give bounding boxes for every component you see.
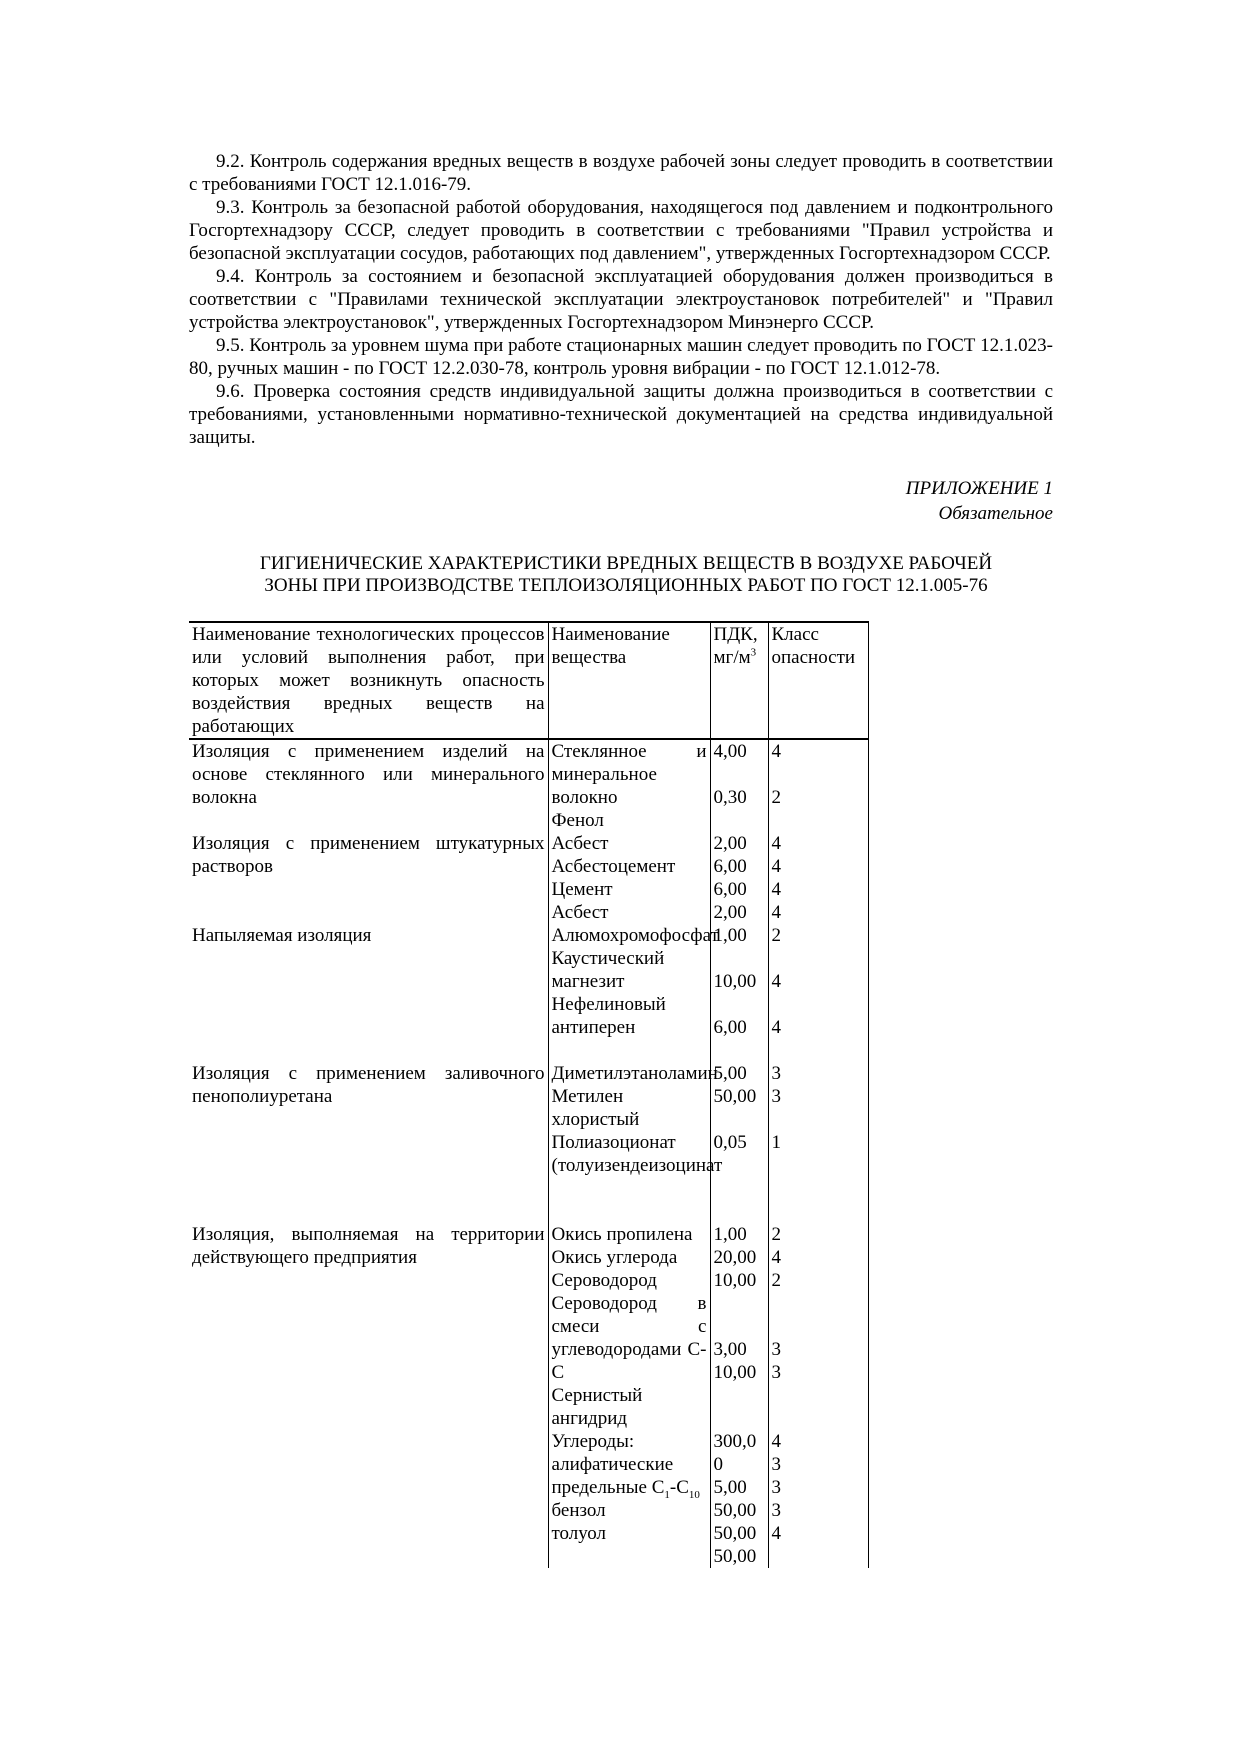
hazard-value: 4 — [771, 971, 781, 992]
pdk-value — [714, 1407, 765, 1430]
hazard-value: 2 — [771, 1224, 781, 1245]
pdk-value: 50,00 — [713, 1546, 757, 1567]
hazard-value: 4 — [771, 879, 781, 900]
hazard-value: 4 — [771, 902, 781, 923]
substance-name: Асбестоцемент — [551, 856, 676, 877]
pdk-value: 50,00 — [713, 1523, 757, 1544]
substance-name: Окись углерода — [551, 1247, 678, 1268]
header-pdk-superscript: 3 — [750, 646, 757, 659]
hazard-cell — [768, 1223, 868, 1568]
hazard-value: 4 — [771, 741, 781, 762]
title-line-1: ГИГИЕНИЧЕСКИЕ ХАРАКТЕРИСТИКИ ВРЕДНЫХ ВЕЩЕСТВ В ВОЗДУХЕ РАБОЧЕЙ — [259, 553, 993, 574]
pdk-value — [714, 1384, 765, 1407]
substance-name: Стеклянное и минеральное волокно — [551, 741, 707, 808]
hazard-value: 4 — [771, 1523, 781, 1544]
hazard-cell — [768, 1062, 868, 1223]
pdk-value: 300,0 — [713, 1431, 757, 1452]
pdk-value: 4,00 — [713, 741, 747, 762]
pdk-cell — [710, 1062, 768, 1223]
hazard-cell — [768, 739, 868, 832]
paragraph-9-6: 9.6. Проверка состояния средств индивидуальной защиты должна производиться в соответствии с требованиями, установленными нормативно-технической документацией на средства индивидуальной защиты. — [189, 381, 1053, 448]
pdk-value — [714, 993, 765, 1016]
paragraph-9-3: 9.3. Контроль за безопасной работой оборудования, находящегося под давлением и подконтрольного Госгортехнадзору СССР, следует проводить в соответствии с требованиями "Правил устройства и безопасной эксплуатации сосудов, работающих под давлением", утвержденных Госгортехнадзором СССР. — [189, 197, 1053, 264]
hazard-value: 3 — [771, 1454, 781, 1475]
substance-name: Каустический магнезит — [551, 948, 665, 992]
hazard-cell — [768, 832, 868, 924]
hazard-value — [772, 1154, 865, 1177]
hazard-value — [772, 947, 865, 970]
hazard-value: 4 — [771, 1017, 781, 1038]
hazard-value — [772, 1108, 865, 1131]
hazard-value — [772, 1407, 865, 1430]
hazard-value: 2 — [771, 925, 781, 946]
hazard-value — [772, 1384, 865, 1407]
appendix-heading — [189, 476, 1053, 526]
hazard-value: 4 — [771, 1431, 781, 1452]
pdk-value: 5,00 — [713, 1063, 747, 1084]
hazard-value: 4 — [771, 856, 781, 877]
pdk-value: 1,00 — [713, 925, 747, 946]
substance-name: предельные $С_1-С_{10}$ — [551, 1477, 700, 1501]
hazard-value — [772, 1200, 865, 1223]
substance-cell — [548, 739, 710, 832]
pdk-value: 20,00 — [713, 1247, 757, 1268]
pdk-value: 6,00 — [713, 856, 747, 877]
appendix-label: ПРИЛОЖЕНИЕ 1 — [905, 478, 1053, 499]
hazard-value — [772, 809, 865, 832]
substance-name: бензол — [551, 1500, 606, 1521]
pdk-value — [714, 1292, 765, 1315]
paragraph-9-4: 9.4. Контроль за состоянием и безопасной эксплуатацией оборудования должен производиться в соответствии с "Правилами технической эксплуатации электроустановок потребителей" и "Правил устройства электроустановок", утвержденных Госгортехнадзором Минэнерго СССР. — [189, 266, 1053, 333]
substance-name: Фенол — [551, 810, 604, 831]
pdk-value: 3,00 — [713, 1339, 747, 1360]
pdk-value: 0,05 — [713, 1132, 747, 1153]
pdk-value: 6,00 — [713, 1017, 747, 1038]
pdk-value: 0,30 — [713, 787, 747, 808]
document-title — [189, 553, 1053, 597]
pdk-value — [714, 1039, 765, 1062]
pdk-value: 5,00 — [713, 1477, 747, 1498]
document-page — [189, 150, 1053, 1568]
substance-name: Окись пропилена — [551, 1224, 693, 1245]
substance-cell — [548, 924, 719, 1062]
process-cell: Изоляция с применением штукатурных растворов — [192, 833, 545, 877]
pdk-value: 6,00 — [713, 879, 747, 900]
hazard-value — [772, 1039, 865, 1062]
header-substance: Наименование вещества — [548, 622, 710, 739]
pdk-value: 0 — [713, 1454, 723, 1475]
hazard-value: 3 — [771, 1063, 781, 1084]
substance-name: толуол — [551, 1523, 607, 1544]
substance-name: Сероводород — [551, 1270, 657, 1291]
paragraph-9-2: 9.2. Контроль содержания вредных веществ в воздухе рабочей зоны следует проводить в соответствии с требованиями ГОСТ 12.1.016-79. — [189, 151, 1053, 195]
substance-name: алифатические — [551, 1454, 674, 1475]
substance-name: Углероды: — [551, 1431, 635, 1452]
hazard-value: 4 — [771, 833, 781, 854]
process-cell: Напыляемая изоляция — [192, 925, 372, 946]
appendix-status: Обязательное — [938, 503, 1053, 524]
substance-cell — [548, 1062, 723, 1223]
substance-name: Диметилэтаноламин — [551, 1063, 718, 1084]
table-header-row — [189, 622, 868, 739]
hazard-value — [772, 1292, 865, 1315]
hazard-value: 3 — [771, 1500, 781, 1521]
pdk-value: 2,00 — [713, 902, 747, 923]
substance-name: Цемент — [551, 879, 613, 900]
pdk-cell — [710, 1223, 768, 1568]
hazard-value — [772, 1545, 865, 1568]
substance-name: Метилен хлористый — [551, 1086, 640, 1130]
header-process: Наименование технологических процессов или условий выполнения работ, при которых может возникнуть опасность воздействия вредных веществ на работающих — [189, 622, 548, 739]
substance-name: Асбест — [551, 833, 609, 854]
hazard-value: 3 — [771, 1477, 781, 1498]
pdk-value — [714, 1315, 765, 1338]
pdk-value — [714, 1108, 765, 1131]
process-cell: Изоляция с применением заливочного пенополиуретана — [192, 1063, 545, 1107]
pdk-value: 10,00 — [713, 971, 757, 992]
pdk-value — [714, 763, 765, 786]
hygiene-table — [189, 621, 869, 1568]
substance-name: Асбест — [551, 902, 609, 923]
hazard-value: 3 — [771, 1362, 781, 1383]
hazard-value — [772, 763, 865, 786]
substance-name: Сернистый ангидрид — [551, 1385, 643, 1429]
pdk-value — [714, 947, 765, 970]
hazard-value — [772, 993, 865, 1016]
pdk-value: 10,00 — [713, 1362, 757, 1383]
substance-cell — [548, 832, 710, 924]
hazard-value: 3 — [771, 1086, 781, 1107]
table-row — [189, 924, 868, 1062]
hazard-value — [772, 1315, 865, 1338]
table-row — [189, 739, 868, 832]
pdk-cell — [710, 924, 768, 1062]
pdk-value: 50,00 — [713, 1086, 757, 1107]
header-pdk-text: ПДК, мг/м — [713, 624, 758, 668]
pdk-value: 10,00 — [713, 1270, 757, 1291]
paragraph-9-5: 9.5. Контроль за уровнем шума при работе стационарных машин следует проводить по ГОСТ 12.1.023-80, ручных машин - по ГОСТ 12.2.030-78, контроль уровня вибрации - по ГОСТ 12.1.012-78. — [189, 335, 1053, 379]
pdk-value — [714, 1200, 765, 1223]
hazard-value: 4 — [771, 1247, 781, 1268]
pdk-value: 2,00 — [713, 833, 747, 854]
table-row — [189, 1062, 868, 1223]
process-cell: Изоляция, выполняемая на территории действующего предприятия — [192, 1224, 545, 1268]
substance-name: Нефелиновый антиперен — [551, 994, 666, 1038]
pdk-value: 1,00 — [713, 1224, 747, 1245]
table-body — [189, 739, 868, 1568]
pdk-cell — [710, 739, 768, 832]
pdk-cell — [710, 832, 768, 924]
substance-name: Полиазоционат (толуизендеизоцинат — [551, 1132, 723, 1176]
title-line-2: ЗОНЫ ПРИ ПРОИЗВОДСТВЕ ТЕПЛОИЗОЛЯЦИОННЫХ РАБОТ ПО ГОСТ 12.1.005-76 — [264, 575, 988, 596]
pdk-value: 50,00 — [713, 1500, 757, 1521]
pdk-value — [714, 809, 765, 832]
process-cell: Изоляция с применением изделий на основе стеклянного или минерального волокна — [192, 741, 545, 808]
pdk-value — [714, 1177, 765, 1200]
hazard-cell — [768, 924, 868, 1062]
substance-cell — [548, 1223, 710, 1568]
hazard-value: 2 — [771, 787, 781, 808]
hazard-value — [772, 1177, 865, 1200]
substance-name: Сероводород в смеси с углеводородами С-С — [551, 1293, 707, 1383]
header-hazard-class: Класс опасности — [768, 622, 868, 739]
hazard-value: 3 — [771, 1339, 781, 1360]
hazard-value: 2 — [771, 1270, 781, 1291]
hazard-value: 1 — [771, 1132, 781, 1153]
table-row — [189, 1223, 868, 1568]
table-row — [189, 832, 868, 924]
header-pdk — [710, 622, 768, 739]
substance-name: Алюмохромофосфат — [551, 925, 719, 946]
